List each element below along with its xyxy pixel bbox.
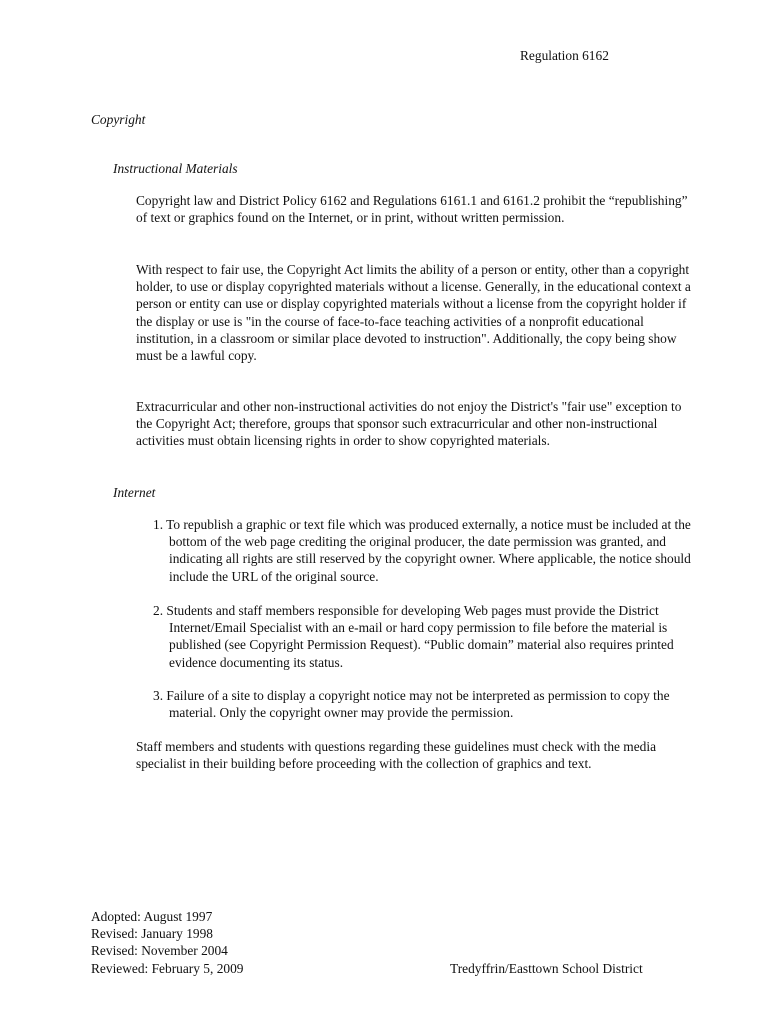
history-revised-1998: Revised: January 1998 [91,926,213,942]
list-item: 3. Failure of a site to display a copyright notice may not be interpreted as permission to copy the material. Only the copyright owner may provide the permission. [153,688,670,721]
section-heading-internet: Internet [113,485,156,500]
paragraph-republishing: Copyright law and District Policy 6162 and Regulations 6161.1 and 6161.2 prohibit the “republishing” of text or graphics found on the Internet, or in print, without written permission. [136,193,688,226]
list-item: 2. Students and staff members responsible for developing Web pages must provide the District Internet/Email Specialist with an e-mail or hard copy permission to file before the material is published (see Copyright Permission Request). “Public domain” material also requires printed evidence documenting its status. [153,603,674,670]
revision-history [91,908,391,977]
paragraph-fair-use: With respect to fair use, the Copyright Act limits the ability of a person or entity, other than a copyright holder, to use or display copyrighted materials without a license. Generally, in the educational context a person or entity can use or display copyrighted materials without a license from the copyright holder if the display or use is "in the course of face-to-face teaching activities of a nonprofit educational institution, in a classroom or similar place devoted to instruction". Additionally, the copy being show must be a lawful copy. [136,262,691,364]
section-heading-instructional-materials: Instructional Materials [113,161,238,176]
list-item: 1. To republish a graphic or text file which was produced externally, a notice must be included at the bottom of the web page crediting the original producer, the date permission was granted, and indicating all rights are still reserved by the copyright owner. Where applicable, the notice should include the URL of the original source. [153,517,691,584]
history-reviewed-2009: Reviewed: February 5, 2009 [91,960,244,976]
regulation-number: Regulation 6162 [520,48,609,63]
history-revised-2004: Revised: November 2004 [91,943,228,959]
closing-paragraph: Staff members and students with questions regarding these guidelines must check with the media specialist in their building before proceeding with the collection of graphics and text. [136,739,657,772]
document-title: Copyright [91,112,146,127]
paragraph-extracurricular: Extracurricular and other non-instructional activities do not enjoy the District's "fair use" exception to the Copyright Act; therefore, groups that sponsor such extracurricular and other non-instructional activities must obtain licensing rights in order to show copyrighted materials. [136,399,682,449]
district-name: Tredyffrin/Easttown School District [450,961,643,976]
history-adopted: Adopted: August 1997 [91,909,213,924]
